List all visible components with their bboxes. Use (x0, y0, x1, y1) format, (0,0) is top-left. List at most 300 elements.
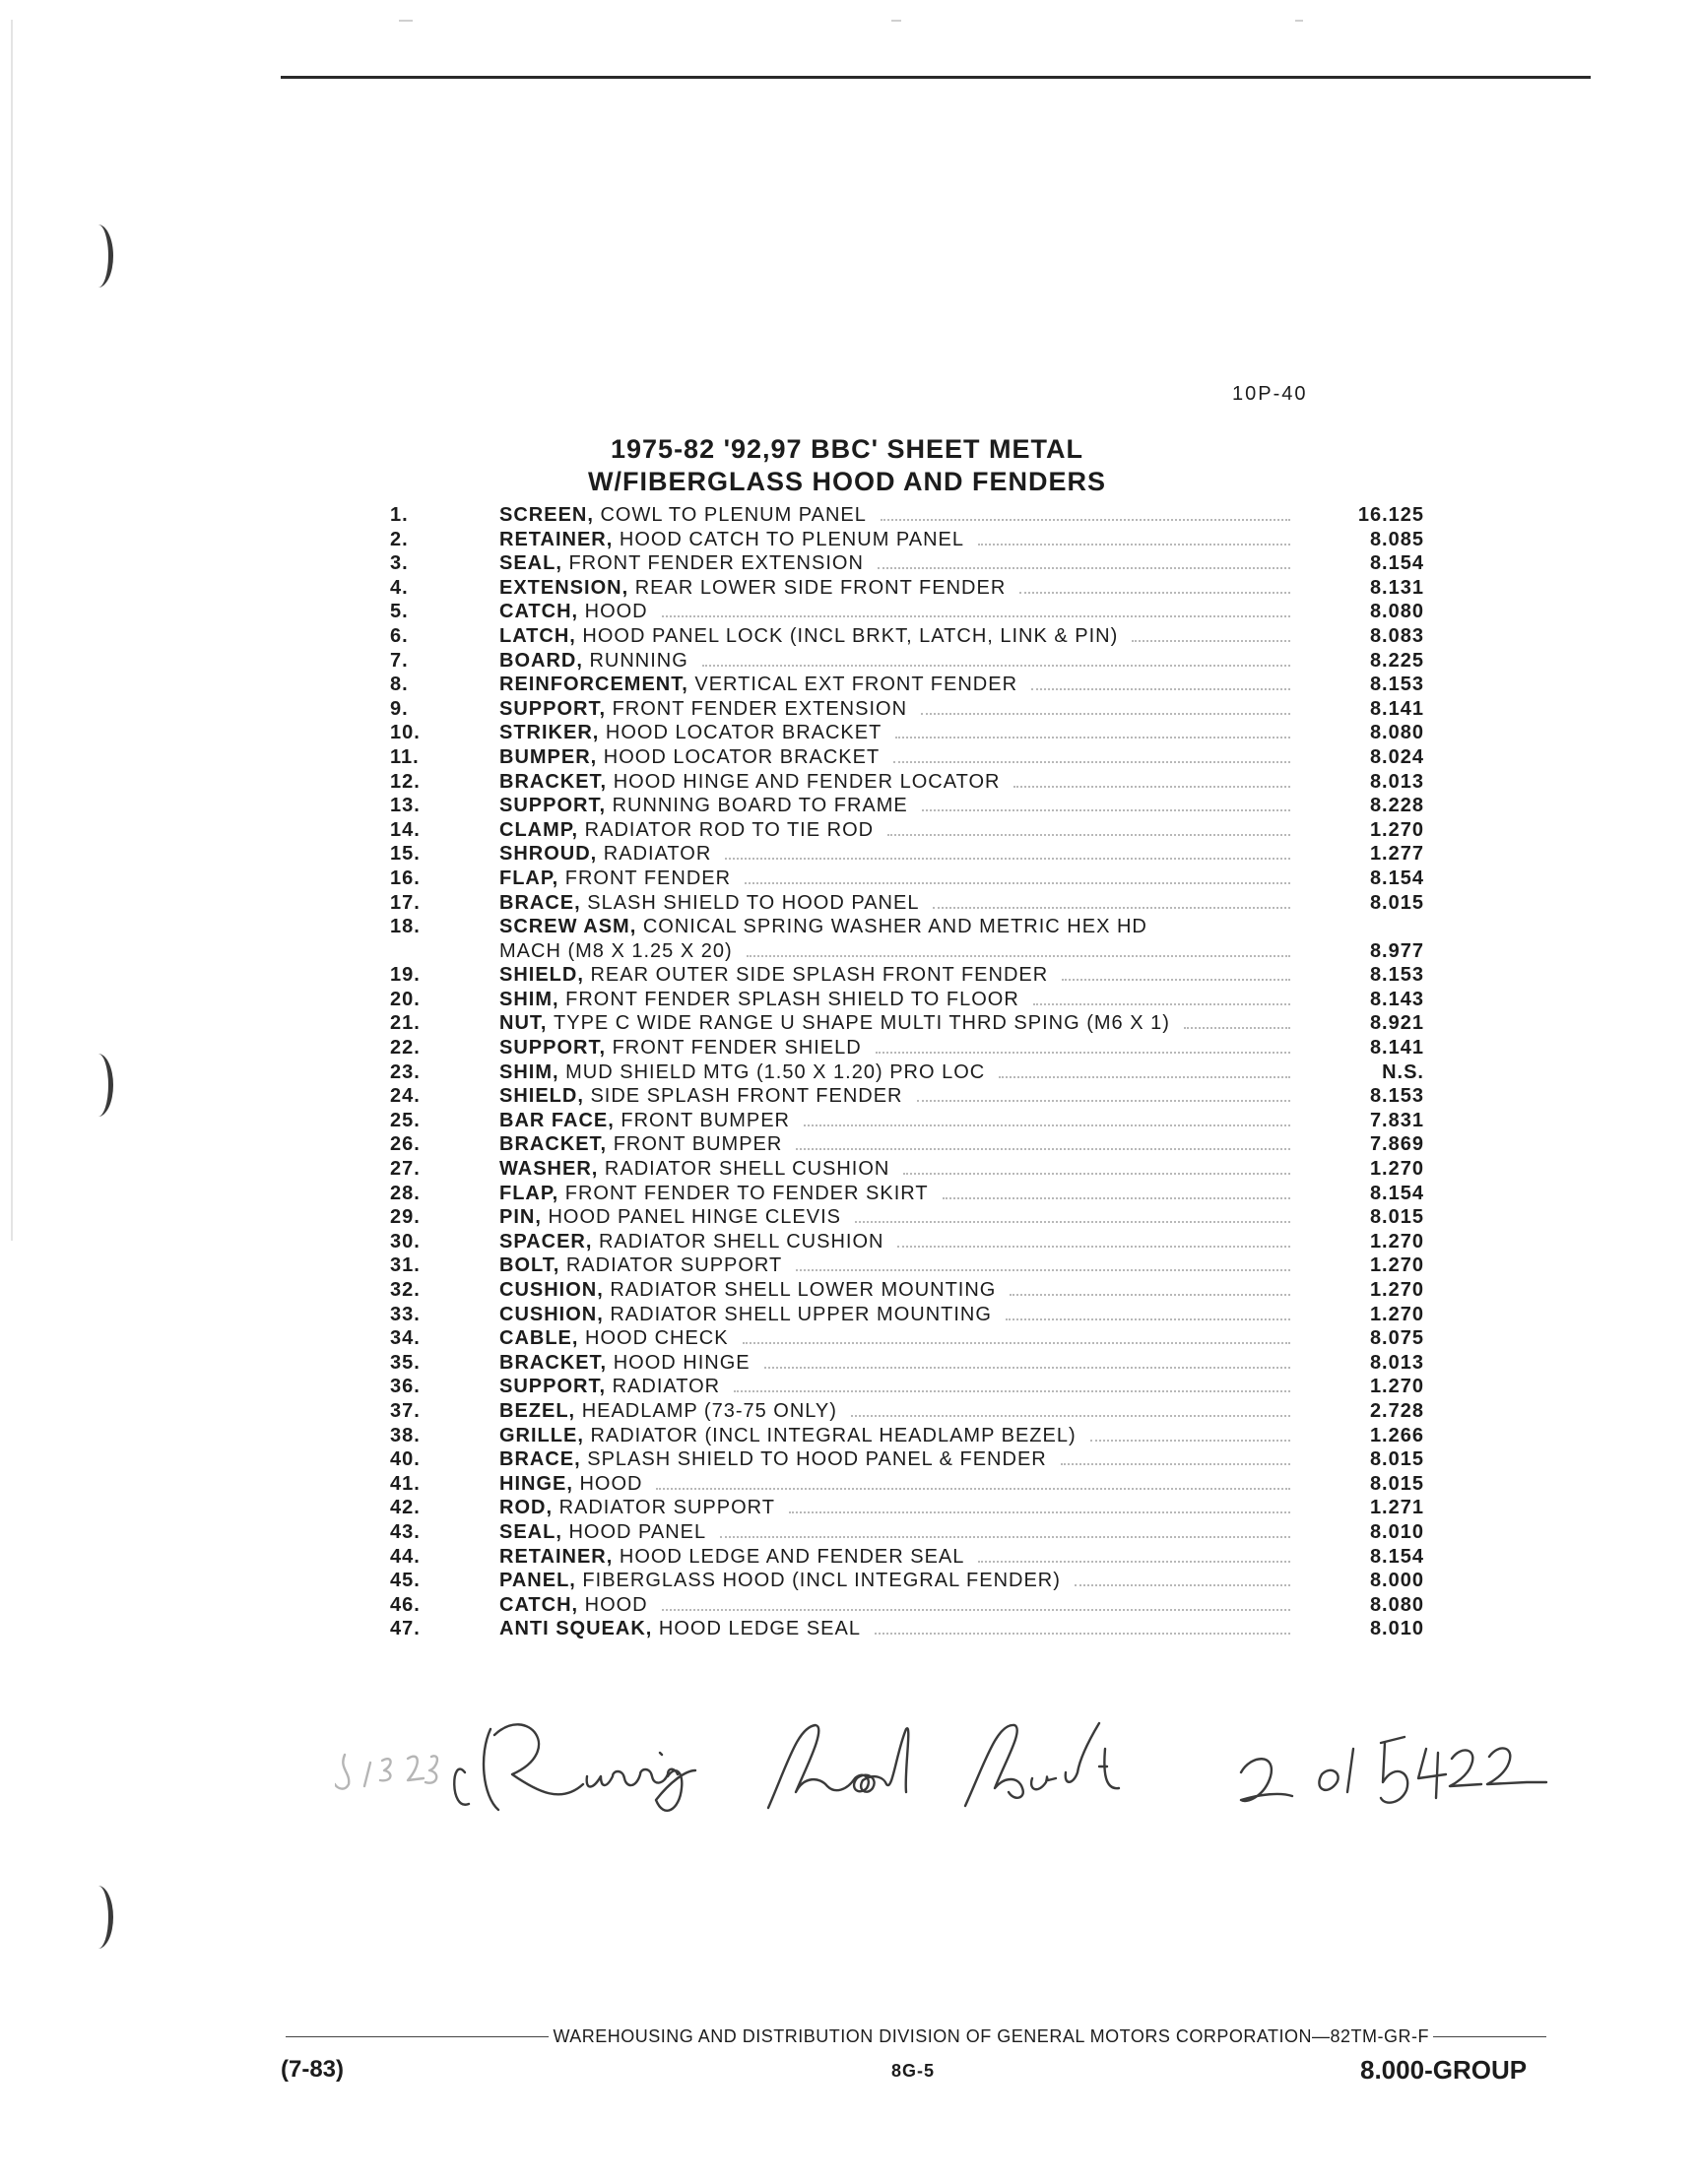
part-number: 23. (390, 1060, 421, 1083)
part-description (499, 1036, 1302, 1060)
part-number: 25. (390, 1109, 421, 1131)
part-description (499, 1496, 1302, 1520)
part-name: REINFORCEMENT, (499, 674, 688, 696)
part-description (499, 503, 1302, 528)
scan-mark (891, 20, 901, 22)
part-row (384, 1617, 1428, 1641)
part-row (384, 963, 1428, 988)
part-row (384, 1593, 1428, 1618)
part-name: SHIELD, (499, 964, 584, 987)
dot-leader (922, 794, 1290, 811)
part-row-continued (384, 939, 1428, 964)
footer-group: 8.000-GROUP (1360, 2055, 1528, 2085)
part-group-number: 8.080 (1369, 1593, 1424, 1616)
part-description (499, 697, 1302, 722)
part-detail: RUNNING BOARD TO FRAME (612, 795, 908, 817)
page-title (552, 433, 1143, 498)
dot-leader (1031, 673, 1290, 690)
part-name: CATCH, (499, 1593, 579, 1616)
dot-leader (796, 1253, 1290, 1271)
dot-leader (734, 1375, 1290, 1392)
part-row (384, 1399, 1428, 1424)
dot-leader (1013, 770, 1290, 788)
part-group-number: 2.728 (1369, 1399, 1424, 1422)
part-name: RETAINER, (499, 1545, 614, 1568)
part-detail: REAR OUTER SIDE SPLASH FRONT FENDER (590, 964, 1049, 987)
part-name: BRACE, (499, 1448, 581, 1471)
part-description (499, 1545, 1302, 1570)
part-group-number: 8.131 (1369, 576, 1424, 599)
scan-mark (399, 20, 413, 22)
part-row (384, 915, 1428, 939)
part-description (499, 1278, 1302, 1303)
part-description (499, 600, 1302, 624)
part-row (384, 1132, 1428, 1157)
part-name: SHIM, (499, 988, 559, 1010)
dot-leader (1132, 624, 1290, 642)
part-name: FLAP, (499, 1182, 559, 1204)
part-name: HINGE, (499, 1472, 573, 1495)
footer-rule (1433, 2036, 1546, 2037)
dot-leader (745, 867, 1290, 884)
part-number: 15. (390, 843, 421, 866)
part-name: BUMPER, (499, 745, 598, 768)
part-group-number: 8.015 (1369, 891, 1424, 914)
dot-leader (881, 503, 1290, 521)
part-number: 18. (390, 916, 421, 938)
part-name: SUPPORT, (499, 1376, 607, 1398)
part-detail: HOOD HINGE (613, 1351, 751, 1374)
part-number: 44. (390, 1545, 421, 1568)
part-number: 30. (390, 1230, 421, 1253)
part-name: SEAL, (499, 1520, 562, 1543)
part-group-number: 8.015 (1369, 1448, 1424, 1471)
dot-leader (720, 1520, 1290, 1538)
part-number: 31. (390, 1254, 421, 1277)
part-description (499, 1132, 1302, 1157)
part-group-number: 1.270 (1369, 1254, 1424, 1277)
part-number: 12. (390, 770, 421, 793)
part-name: CUSHION, (499, 1303, 604, 1325)
part-detail: FRONT FENDER TO FENDER SKIRT (564, 1182, 929, 1204)
part-detail: RADIATOR (603, 843, 712, 866)
dot-leader (999, 1060, 1290, 1078)
part-group-number: 1.270 (1369, 1279, 1424, 1301)
part-detail: RADIATOR (612, 1376, 721, 1398)
dot-leader (1010, 1278, 1290, 1296)
part-number: 4. (390, 576, 409, 599)
part-number: 10. (390, 722, 421, 744)
part-number: 14. (390, 818, 421, 841)
part-group-number: 8.075 (1369, 1327, 1424, 1350)
part-number: 45. (390, 1570, 421, 1592)
part-number: 21. (390, 1012, 421, 1035)
part-name: SUPPORT, (499, 795, 607, 817)
part-detail: RADIATOR SHELL CUSHION (598, 1230, 884, 1253)
dot-leader (851, 1399, 1290, 1417)
part-detail: VERTICAL EXT FRONT FENDER (694, 674, 1018, 696)
part-row (384, 1447, 1428, 1472)
dot-leader (978, 528, 1290, 546)
part-name: RETAINER, (499, 528, 614, 550)
part-number: 7. (390, 649, 409, 672)
part-number: 47. (390, 1618, 421, 1640)
dot-leader (656, 1472, 1290, 1490)
part-description (499, 528, 1302, 552)
part-name: CLAMP, (499, 818, 579, 841)
dot-leader (887, 818, 1290, 836)
part-description (499, 915, 1302, 939)
dot-leader (933, 891, 1290, 909)
dot-leader (895, 721, 1290, 739)
part-group-number: 8.154 (1369, 1182, 1424, 1204)
part-group-number: 1.270 (1369, 1303, 1424, 1325)
part-description (499, 1205, 1302, 1230)
part-group-number: 8.153 (1369, 1085, 1424, 1108)
part-detail: CONICAL SPRING WASHER AND METRIC HEX HD (642, 916, 1147, 938)
binder-hole (83, 1054, 113, 1117)
part-number: 37. (390, 1399, 421, 1422)
part-description (499, 673, 1302, 697)
dot-leader (1184, 1011, 1290, 1029)
part-detail: FRONT FENDER EXTENSION (612, 697, 908, 720)
part-detail: HOOD LEDGE SEAL (658, 1618, 861, 1640)
part-row (384, 1230, 1428, 1254)
part-detail: RADIATOR SHELL CUSHION (604, 1158, 890, 1181)
part-description (499, 649, 1302, 674)
dot-leader (789, 1496, 1290, 1513)
part-detail: TYPE C WIDE RANGE U SHAPE MULTI THRD SPING (M6 X 1) (554, 1012, 1170, 1035)
part-group-number: 8.000 (1369, 1570, 1424, 1592)
part-group-number: 8.010 (1369, 1520, 1424, 1543)
part-row (384, 528, 1428, 552)
part-description (499, 867, 1302, 891)
part-row (384, 1375, 1428, 1399)
part-group-number: 8.143 (1369, 988, 1424, 1010)
part-description (499, 1569, 1302, 1593)
part-description (499, 624, 1302, 649)
part-detail: FIBERGLASS HOOD (INCL INTEGRAL FENDER) (582, 1570, 1061, 1592)
part-group-number: 8.024 (1369, 745, 1424, 768)
dot-leader (917, 1084, 1291, 1102)
part-group-number: 1.270 (1369, 1376, 1424, 1398)
part-group-number: 8.080 (1369, 601, 1424, 623)
handwritten-note (335, 1694, 1576, 1831)
part-group-number: 1.271 (1369, 1497, 1424, 1519)
part-number: 28. (390, 1182, 421, 1204)
part-name: SPACER, (499, 1230, 593, 1253)
page-edge (11, 20, 13, 1241)
part-description (499, 1375, 1302, 1399)
part-number: 41. (390, 1472, 421, 1495)
part-row (384, 1303, 1428, 1327)
part-group-number: 7.869 (1369, 1133, 1424, 1156)
part-group-number: 8.013 (1369, 1351, 1424, 1374)
part-detail: RADIATOR SHELL LOWER MOUNTING (610, 1279, 997, 1301)
part-description (499, 939, 1302, 964)
part-description (499, 1230, 1302, 1254)
part-name: PANEL, (499, 1570, 576, 1592)
part-detail: HOOD LOCATOR BRACKET (605, 722, 882, 744)
part-description (499, 1399, 1302, 1424)
part-row (384, 1060, 1428, 1085)
footer-date: (7-83) (281, 2056, 345, 2083)
part-name: GRILLE, (499, 1424, 584, 1446)
part-name: CABLE, (499, 1327, 579, 1350)
dot-leader (796, 1132, 1290, 1150)
part-row (384, 1569, 1428, 1593)
part-number: 36. (390, 1376, 421, 1398)
part-name: NUT, (499, 1012, 548, 1035)
part-name: BAR FACE, (499, 1109, 615, 1131)
part-number: 19. (390, 964, 421, 987)
part-name: BRACKET, (499, 770, 608, 793)
part-detail: FRONT FENDER (564, 867, 732, 889)
part-name: SCREEN, (499, 504, 594, 526)
part-group-number: 8.015 (1369, 1472, 1424, 1495)
part-group-number: 7.831 (1369, 1109, 1424, 1131)
part-detail: HEADLAMP (73-75 ONLY) (581, 1399, 837, 1422)
part-number: 35. (390, 1351, 421, 1374)
part-row (384, 697, 1428, 722)
part-detail: COWL TO PLENUM PANEL (600, 504, 867, 526)
dot-leader (702, 649, 1290, 667)
title-line-1: 1975-82 '92,97 BBC' SHEET METAL (611, 434, 1083, 464)
dot-leader (878, 551, 1290, 569)
parts-list (384, 503, 1428, 1641)
part-row (384, 721, 1428, 745)
part-group-number: 8.083 (1369, 624, 1424, 647)
title-line-2: W/FIBERGLASS HOOD AND FENDERS (587, 467, 1106, 496)
part-number: 20. (390, 988, 421, 1010)
part-group-number: 1.270 (1369, 1230, 1424, 1253)
part-number: 42. (390, 1497, 421, 1519)
part-group-number: 8.154 (1369, 867, 1424, 889)
dot-leader (1006, 1303, 1290, 1320)
part-group-number: 8.977 (1369, 939, 1424, 962)
part-number: 38. (390, 1424, 421, 1446)
part-number: 22. (390, 1037, 421, 1060)
part-description (499, 1617, 1302, 1641)
part-description (499, 1326, 1302, 1351)
top-rule (281, 76, 1591, 79)
part-number-blank (384, 939, 499, 964)
part-description (499, 1060, 1302, 1085)
dot-leader (903, 1157, 1290, 1175)
footer-page: 8G-5 (891, 2061, 936, 2081)
part-description (499, 1084, 1302, 1109)
scan-mark (1295, 20, 1303, 22)
part-row (384, 624, 1428, 649)
part-description (499, 1157, 1302, 1182)
part-group-number: 8.154 (1369, 1545, 1424, 1568)
part-number: 8. (390, 674, 409, 696)
part-name: BRACKET, (499, 1133, 608, 1156)
dot-leader (1090, 1424, 1290, 1442)
part-name: SCREW ASM, (499, 916, 637, 938)
part-name: SHIELD, (499, 1085, 584, 1108)
part-name: ROD, (499, 1497, 553, 1519)
part-group-number: 16.125 (1357, 504, 1424, 526)
part-detail: SIDE SPLASH FRONT FENDER (590, 1085, 903, 1108)
part-name: FLAP, (499, 867, 559, 889)
part-detail: FRONT FENDER EXTENSION (568, 552, 864, 575)
footer-rule (286, 2036, 549, 2037)
part-row (384, 1278, 1428, 1303)
dot-leader (1061, 1447, 1290, 1465)
part-number: 33. (390, 1303, 421, 1325)
part-row (384, 1036, 1428, 1060)
part-number: 16. (390, 867, 421, 889)
part-name: CATCH, (499, 601, 579, 623)
part-group-number: 1.270 (1369, 818, 1424, 841)
part-description (499, 1593, 1302, 1618)
part-name: BOLT, (499, 1254, 560, 1277)
part-detail: RADIATOR SUPPORT (558, 1497, 775, 1519)
part-name: STRIKER, (499, 722, 600, 744)
part-name: WASHER, (499, 1158, 599, 1181)
part-description (499, 794, 1302, 818)
part-group-number: 8.080 (1369, 722, 1424, 744)
part-row (384, 818, 1428, 843)
part-name: SEAL, (499, 552, 562, 575)
part-group-number: 1.270 (1369, 1158, 1424, 1181)
part-description (499, 1424, 1302, 1448)
part-description (499, 770, 1302, 795)
part-row (384, 1424, 1428, 1448)
part-number: 9. (390, 697, 409, 720)
part-row (384, 1496, 1428, 1520)
part-number: 17. (390, 891, 421, 914)
part-number: 5. (390, 601, 409, 623)
part-detail: RUNNING (589, 649, 688, 672)
part-group-number: 8.154 (1369, 552, 1424, 575)
part-row (384, 891, 1428, 916)
part-name: SUPPORT, (499, 697, 607, 720)
part-detail: HOOD (584, 601, 648, 623)
part-row (384, 842, 1428, 867)
part-row (384, 770, 1428, 795)
part-number: 1. (390, 504, 409, 526)
part-row (384, 1351, 1428, 1376)
part-name: LATCH, (499, 624, 576, 647)
dot-leader (921, 697, 1290, 715)
part-row (384, 1182, 1428, 1206)
part-row (384, 1109, 1428, 1133)
page-code: 10P-40 (1232, 383, 1308, 405)
part-row (384, 1326, 1428, 1351)
part-description (499, 1011, 1302, 1036)
part-name: BEZEL, (499, 1399, 576, 1422)
binder-hole (83, 225, 113, 288)
part-description (499, 721, 1302, 745)
part-description (499, 1253, 1302, 1278)
part-number: 29. (390, 1206, 421, 1229)
dot-leader (893, 745, 1290, 763)
part-name: ANTI SQUEAK, (499, 1618, 653, 1640)
part-number: 43. (390, 1520, 421, 1543)
dot-leader (943, 1182, 1290, 1199)
part-row (384, 867, 1428, 891)
part-name: EXTENSION, (499, 576, 629, 599)
part-row (384, 745, 1428, 770)
dot-leader (1033, 988, 1290, 1005)
part-group-number: 8.013 (1369, 770, 1424, 793)
dot-leader (897, 1230, 1290, 1248)
part-row (384, 1545, 1428, 1570)
part-group-number: 8.153 (1369, 674, 1424, 696)
part-description (499, 963, 1302, 988)
dot-leader (764, 1351, 1290, 1369)
part-description (499, 1447, 1302, 1472)
dot-leader (743, 1326, 1290, 1344)
part-description (499, 988, 1302, 1012)
part-description (499, 842, 1302, 867)
part-row (384, 576, 1428, 601)
part-row (384, 551, 1428, 576)
dot-leader (662, 600, 1290, 617)
part-row (384, 503, 1428, 528)
part-detail: HOOD (579, 1472, 643, 1495)
part-group-number: 1.266 (1369, 1424, 1424, 1446)
part-group-number: 8.153 (1369, 964, 1424, 987)
part-detail-continued: MACH (M8 X 1.25 X 20) (499, 939, 733, 962)
part-number: 40. (390, 1448, 421, 1471)
part-group-number: 8.010 (1369, 1618, 1424, 1640)
part-description (499, 551, 1302, 576)
part-detail: RADIATOR SUPPORT (565, 1254, 783, 1277)
part-detail: FRONT FENDER SPLASH SHIELD TO FLOOR (565, 988, 1019, 1010)
part-detail: HOOD PANEL (568, 1520, 707, 1543)
part-description (499, 576, 1302, 601)
part-description (499, 1109, 1302, 1133)
part-group-number: 8.225 (1369, 649, 1424, 672)
dot-leader (804, 1109, 1290, 1126)
part-row (384, 1253, 1428, 1278)
part-name: PIN, (499, 1206, 542, 1229)
part-group-number: 1.277 (1369, 843, 1424, 866)
part-row (384, 988, 1428, 1012)
part-group-number (1302, 915, 1428, 939)
part-number: 13. (390, 795, 421, 817)
part-row (384, 649, 1428, 674)
part-detail: RADIATOR (INCL INTEGRAL HEADLAMP BEZEL) (590, 1424, 1077, 1446)
part-group-number: 8.015 (1369, 1206, 1424, 1229)
part-group-number: 8.228 (1369, 795, 1424, 817)
part-group-number: 8.085 (1369, 528, 1424, 550)
dot-leader (747, 939, 1290, 957)
part-number: 6. (390, 624, 409, 647)
dot-leader (875, 1617, 1290, 1635)
part-number: 24. (390, 1085, 421, 1108)
part-description (499, 1303, 1302, 1327)
part-detail: HOOD CATCH TO PLENUM PANEL (619, 528, 965, 550)
part-detail: FRONT BUMPER (613, 1133, 783, 1156)
part-number: 34. (390, 1327, 421, 1350)
footer-division: WAREHOUSING AND DISTRIBUTION DIVISION OF GENERAL MOTORS CORPORATION—82TM-GR-F (553, 2026, 1429, 2046)
part-number: 2. (390, 528, 409, 550)
footer-division-line (286, 2026, 1546, 2047)
part-detail: HOOD CHECK (585, 1327, 729, 1350)
part-detail: SLASH SHIELD TO HOOD PANEL (587, 891, 920, 914)
part-row (384, 794, 1428, 818)
part-name: SHROUD, (499, 843, 598, 866)
part-group-number: N.S. (1382, 1060, 1424, 1083)
part-row (384, 1011, 1428, 1036)
part-detail: HOOD (584, 1593, 648, 1616)
part-detail: HOOD HINGE AND FENDER LOCATOR (613, 770, 1001, 793)
part-number: 32. (390, 1279, 421, 1301)
